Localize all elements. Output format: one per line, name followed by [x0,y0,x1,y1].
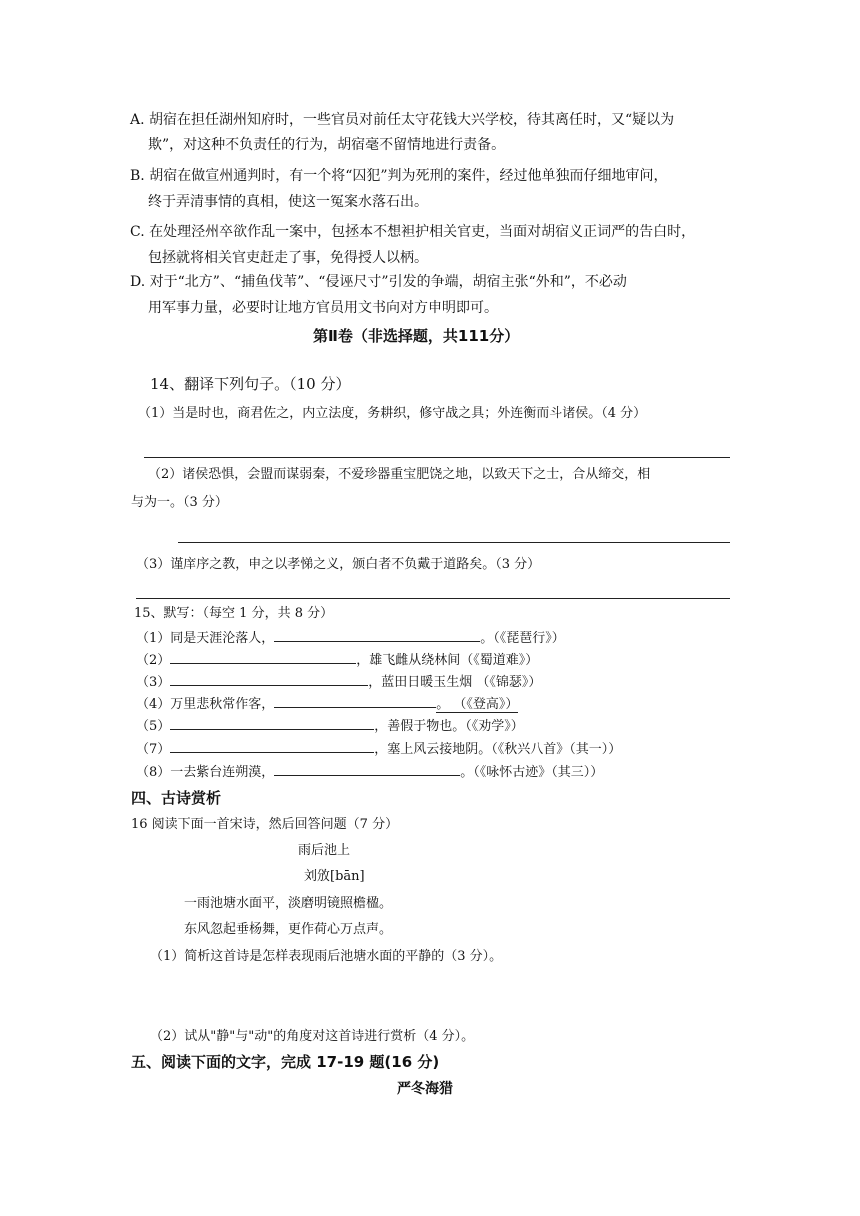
q15-item-2 [136,649,538,670]
q14-sentence-2-line1: （2）诸侯恐惧，会盟而谋弱秦，不爱珍器重宝肥饶之地，以致天下之士，合从缔交，相 [148,467,651,482]
option-b-line1: B. 胡宿在做宣州通判时，有一个将“囚犯”判为死刑的案件，经过他单独而仔细地审问， [130,168,668,184]
q16-sub-2: （2）试从"静"与"动"的角度对这首诗进行赏析（4 分）。 [150,1029,475,1044]
q14-answer-line-2[interactable] [178,542,730,543]
q16-sub-1: （1）简析这首诗是怎样表现雨后池塘水面的平静的（3 分）。 [150,949,503,964]
section-4-title: 四、古诗赏析 [131,789,222,807]
q15-item-6-prefix: （7） [136,742,171,757]
q15-item-3-blank[interactable] [170,671,368,686]
q15-item-2-suffix: ，雄飞雌从绕林间（《蜀道难》） [356,653,539,668]
option-d-line1: D. 对于“北方”、“捕鱼伐苇”、“侵诬尺寸”引发的争端，胡宿主张“外和”，不必动 [130,274,627,290]
q15-item-7-prefix: （8）一去紫台连朔漠， [136,765,275,780]
option-a-line1: A. 胡宿在担任湖州知府时，一些官员对前任太守花钱大兴学校，待其离任时，又“疑以为 [130,112,675,128]
q15-item-6-suffix: ，塞上风云接地阴。（《秋兴八首》（其一）） [374,742,622,757]
q15-item-1-suffix: 。（《琵琶行》） [480,631,565,646]
q15-item-7-blank[interactable] [274,761,460,776]
poem-title: 雨后池上 [298,843,351,858]
q15-item-5-blank[interactable] [170,715,374,730]
article-title: 严冬海猎 [397,1081,453,1097]
q16-heading: 16 阅读下面一首宋诗，然后回答问题（7 分） [131,817,399,832]
q15-item-3-prefix: （3） [136,675,171,690]
q14-sentence-3: （3）谨庠序之教，申之以孝悌之义，颁白者不负戴于道路矣。（3 分） [136,557,541,572]
q15-item-7-suffix: 。（《咏怀古迹》（其三）） [460,765,604,780]
q14-sentence-2-line2: 与为一。（3 分） [131,495,228,510]
q15-item-4-blank[interactable] [274,693,436,708]
q15-item-6-blank[interactable] [170,738,374,753]
option-c-line2: 包拯就将相关官吏赶走了事，免得授人以柄。 [148,250,428,266]
q15-item-1-prefix: （1）同是天涯沦落人， [136,631,275,646]
option-d-line2: 用军事力量，必要时让地方官员用文书向对方申明即可。 [148,300,498,316]
q14-answer-line-3[interactable] [136,598,730,599]
poem-line-2: 东风忽起垂杨舞，更作荷心万点声。 [184,922,393,937]
q15-heading: 15、默写：（每空 1 分，共 8 分） [134,606,334,621]
poem-line-1: 一雨池塘水面平，淡磨明镜照檐楹。 [184,896,393,911]
q15-item-6 [136,738,621,759]
volume-2-title: 第Ⅱ卷（非选择题，共111分） [313,327,520,345]
section-5-title: 五、阅读下面的文字，完成 17-19 题(16 分) [131,1053,440,1071]
q15-item-2-prefix: （2） [136,653,171,668]
q15-item-5-prefix: （5） [136,719,171,734]
poem-author: 刘攽[bān] [304,869,365,884]
q15-item-3-suffix: ，蓝田日暖玉生烟 （《锦瑟》） [368,675,542,690]
q15-item-4-suffix: 。 （《登高》） [436,697,519,712]
q14-answer-line-1[interactable] [144,457,730,458]
q14-sentence-1: （1）当是时也，商君佐之，内立法度，务耕织，修守战之具；外连衡而斗诸侯。（4 分） [138,406,647,421]
q15-item-1 [136,627,565,648]
q15-item-5 [136,715,524,736]
q15-item-7 [136,761,603,782]
option-b-line2: 终于弄清事情的真相，使这一冤案水落石出。 [148,194,428,210]
q15-item-5-suffix: ，善假于物也。（《劝学》） [374,719,524,734]
option-a-line2: 欺”，对这种不负责任的行为，胡宿毫不留情地进行责备。 [148,137,506,153]
q15-item-1-blank[interactable] [274,627,480,642]
q15-item-3 [136,671,541,692]
q15-item-4-prefix: （4）万里悲秋常作客， [136,697,275,712]
q14-heading: 14、翻译下列句子。（10 分） [150,375,351,393]
q15-item-4 [136,693,518,714]
option-c-line1: C. 在处理泾州卒欲作乱一案中，包拯本不想袒护相关官吏，当面对胡宿义正词严的告白时， [130,224,696,240]
q15-item-2-blank[interactable] [170,649,356,664]
